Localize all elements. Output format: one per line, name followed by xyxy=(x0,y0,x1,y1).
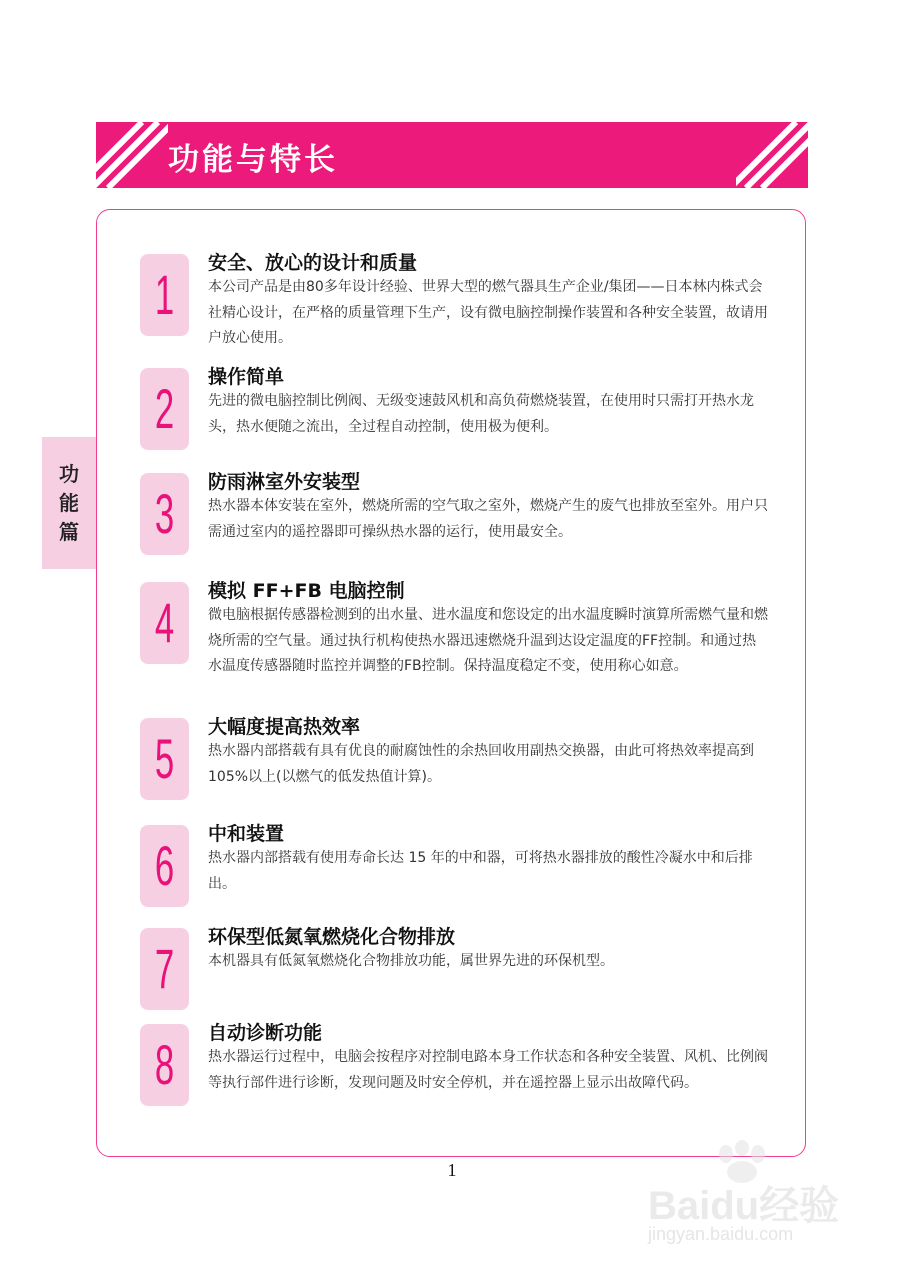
side-tab-char: 能 xyxy=(59,490,79,515)
page-number: 1 xyxy=(447,1160,457,1180)
number-badge xyxy=(140,928,189,1010)
feature-title: 模拟 FF+FB 电脑控制 xyxy=(208,580,405,602)
number-badge xyxy=(140,582,189,664)
feature-description: 热水器内部搭载有具有优良的耐腐蚀性的余热回收用副热交换器，由此可将热效率提高到105%以上(以燃气的低发热值计算)。 xyxy=(208,743,754,785)
number-badge xyxy=(140,368,189,450)
feature-title: 操作简单 xyxy=(208,366,285,388)
side-tab-char: 篇 xyxy=(59,519,79,544)
feature-description: 本公司产品是由80多年设计经验、世界大型的燃气器具生产企业/集团——日本林内株式会社精心设计，在严格的质量管理下生产，设有微电脑控制操作装置和各种安全装置，故请用户放心使用。 xyxy=(208,279,768,346)
feature-description: 微电脑根据传感器检测到的出水量、进水温度和您设定的出水温度瞬时演算所需燃气量和燃烧所需的空气量。通过执行机构使热水器迅速燃烧升温到达设定温度的FF控制。和通过热水温度传感器随时监控并调整的FB控制。保持温度稳定不变，使用称心如意。 xyxy=(208,607,768,674)
feature-description: 热水器本体安装在室外，燃烧所需的空气取之室外，燃烧产生的废气也排放至室外。用户只需通过室内的遥控器即可操纵热水器的运行，使用最安全。 xyxy=(208,498,768,540)
feature-description: 本机器具有低氮氧燃烧化合物排放功能，属世界先进的环保机型。 xyxy=(208,953,614,969)
watermark-logo: Baidu经验 xyxy=(648,1184,840,1228)
feature-number: 4 xyxy=(154,591,175,654)
feature-description: 先进的微电脑控制比例阀、无级变速鼓风机和高负荷燃烧装置，在使用时只需打开热水龙头，热水便随之流出，全过程自动控制，使用极为便利。 xyxy=(208,393,754,435)
feature-title: 环保型低氮氧燃烧化合物排放 xyxy=(208,926,456,948)
number-badge xyxy=(140,1024,189,1106)
stripes-decoration-left xyxy=(96,122,168,188)
page-title: 功能与特长 xyxy=(168,142,338,178)
feature-number: 5 xyxy=(154,727,175,790)
stripes-decoration-right xyxy=(736,122,808,188)
number-badge xyxy=(140,718,189,800)
number-badge xyxy=(140,254,189,336)
feature-description: 热水器运行过程中，电脑会按程序对控制电路本身工作状态和各种安全装置、风机、比例阀等执行部件进行诊断，发现问题及时安全停机，并在遥控器上显示出故障代码。 xyxy=(208,1049,768,1091)
feature-description: 热水器内部搭载有使用寿命长达 15 年的中和器，可将热水器排放的酸性冷凝水中和后排出。 xyxy=(208,850,753,892)
number-badge xyxy=(140,825,189,907)
watermark-url: jingyan.baidu.com xyxy=(648,1224,794,1244)
feature-title: 大幅度提高热效率 xyxy=(208,716,361,738)
feature-title: 安全、放心的设计和质量 xyxy=(208,252,418,274)
side-tab-char: 功 xyxy=(59,461,79,486)
section-banner xyxy=(96,122,808,188)
feature-number: 1 xyxy=(154,263,175,326)
number-badge xyxy=(140,473,189,555)
feature-number: 8 xyxy=(154,1033,175,1096)
side-chapter-tab xyxy=(42,437,96,569)
feature-number: 2 xyxy=(154,377,175,440)
feature-number: 3 xyxy=(154,482,175,545)
feature-title: 防雨淋室外安装型 xyxy=(208,471,361,493)
baidu-watermark xyxy=(640,1140,890,1270)
feature-title: 中和装置 xyxy=(208,823,285,845)
feature-number: 7 xyxy=(154,937,175,1000)
feature-number: 6 xyxy=(154,834,175,897)
feature-title: 自动诊断功能 xyxy=(208,1022,323,1044)
